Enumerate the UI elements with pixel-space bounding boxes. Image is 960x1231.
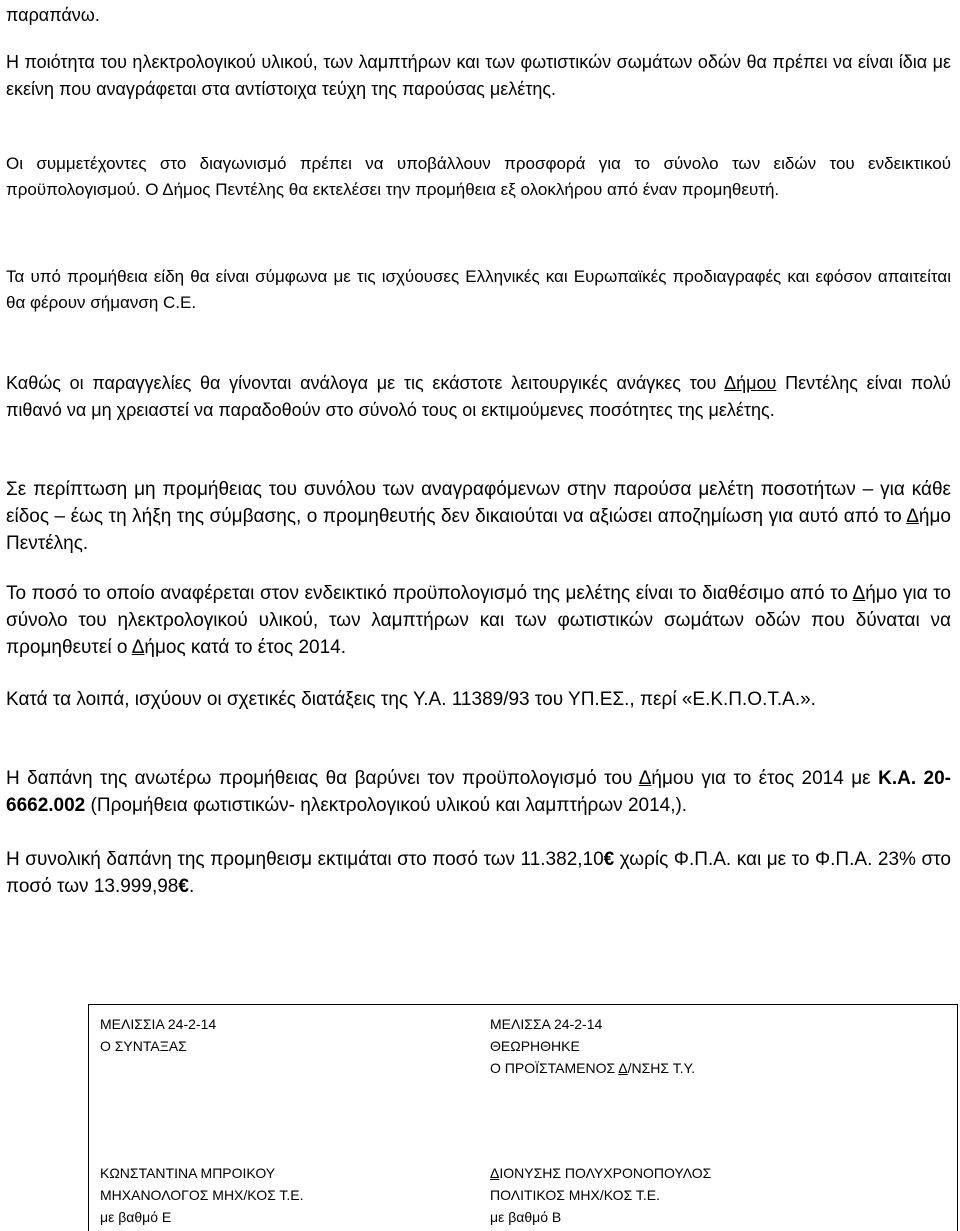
text-run: Η δαπάνη της ανωτέρω προμήθειας θα βαρύνει τον προϋπολογισμό του bbox=[6, 768, 639, 789]
text-run: χωρίς Φ.Π.Α. και με το Φ.Π.Α. 23% στο ποσό των 13.999,98 bbox=[6, 849, 951, 897]
left-date: ΜΕΛΙΣΣΙΑ 24-2-14 bbox=[100, 1016, 217, 1032]
text-run-underlined: Δ bbox=[852, 583, 866, 604]
euro-symbol: € bbox=[603, 849, 615, 870]
text-run: Ο ΠΡΟΪΣΤΑΜΕΝΟΣ bbox=[490, 1060, 619, 1076]
text-run-underlined: Δ bbox=[490, 1165, 500, 1181]
text-run: /ΝΣΗΣ Τ.Υ. bbox=[627, 1060, 696, 1076]
signature-right-header bbox=[490, 1013, 695, 1079]
right-grade: με βαθμό Β bbox=[490, 1209, 562, 1225]
text-run-underlined: Δ bbox=[906, 506, 919, 527]
left-title: ΜΗΧΑΝΟΛΟΓΟΣ ΜΗΧ/ΚΟΣ Τ.Ε. bbox=[100, 1187, 304, 1203]
text-run: ήμο για το σύνολο του ηλεκτρολογικού υλικού, των λαμπτήρων και των φωτιστικών σωμάτων οδών που δύναται να προμηθευτεί ο bbox=[6, 583, 951, 658]
text-run-underlined: Δ bbox=[131, 637, 145, 658]
text-run: Η συνολική δαπάνη της προμηθεισμ εκτιμάται στο ποσό των 11.382,10 bbox=[6, 849, 604, 870]
text-run: Πεντέλης είναι πολύ πιθανό να μη χρειαστεί να παραδοθούν στο σύνολό τους οι εκτιμούμενες ποσότητες της μελέτης. bbox=[6, 373, 951, 420]
text-run: . bbox=[188, 876, 195, 897]
text-run-underlined: Δ bbox=[638, 768, 652, 789]
paragraph-expense-code bbox=[6, 765, 951, 819]
signature-box bbox=[88, 1004, 958, 1231]
right-title: ΠΟΛΙΤΙΚΟΣ ΜΗΧ/ΚΟΣ Τ.Ε. bbox=[490, 1187, 660, 1203]
paragraph-regulations: Κατά τα λοιπά, ισχύουν οι σχετικές διατάξεις της Υ.Α. 11389/93 του ΥΠ.ΕΣ., περί «Ε.Κ.Π.Ο.Τ.Α.». bbox=[6, 689, 816, 710]
right-role-director bbox=[490, 1057, 695, 1079]
left-grade: με βαθμό Ε bbox=[100, 1209, 172, 1225]
text-run: Καθώς οι παραγγελίες θα γίνονται ανάλογα με τις εκάστοτε λειτουργικές ανάγκες του bbox=[6, 373, 725, 393]
left-role: Ο ΣΥΝΤΑΞΑΣ bbox=[100, 1038, 187, 1054]
right-date: ΜΕΛΙΣΣΑ 24-2-14 bbox=[490, 1016, 603, 1032]
signature-left-footer bbox=[100, 1162, 304, 1228]
right-role: ΘΕΩΡΗΘΗΚΕ bbox=[490, 1038, 580, 1054]
paragraph-fragment: παραπάνω. bbox=[6, 5, 100, 25]
text-run: ήμος κατά το έτος 2014. bbox=[144, 637, 347, 658]
paragraph-specifications: Τα υπό προμήθεια είδη θα είναι σύμφωνα με τις ισχύουσες Ελληνικές και Ευρωπαϊκές προδιαγραφές και εφόσον απαιτείται θα φέρουν σήμανση C.E. bbox=[6, 267, 951, 312]
text-run: ήμο Πεντέλης. bbox=[6, 506, 951, 554]
left-name: ΚΩΝΣΤΑΝΤΙΝΑ ΜΠΡΟΙΚΟΥ bbox=[100, 1165, 276, 1181]
paragraph-total-cost bbox=[6, 846, 951, 900]
signature-left-header bbox=[100, 1013, 216, 1057]
text-run-underlined: Δ bbox=[618, 1060, 628, 1076]
text-run: (Προμήθεια φωτιστικών- ηλεκτρολογικού υλικού και λαμπτήρων 2014,). bbox=[85, 795, 688, 816]
paragraph-budget-amount bbox=[6, 580, 951, 661]
paragraph-no-compensation bbox=[6, 476, 951, 557]
text-run: Σε περίπτωση μη προμήθειας του συνόλου των αναγραφόμενων στην παρούσα μελέτη ποσοτήτων – για κάθε είδος – έως τη λήξη της σύμβασης, ο προμηθευτής δεν δικαιούται να αξιώσει αποζημίωση για αυτό από το bbox=[6, 479, 951, 527]
text-run: ήμου για το έτος 2014 με bbox=[651, 768, 879, 789]
right-name bbox=[490, 1162, 711, 1184]
euro-symbol: € bbox=[178, 876, 189, 897]
signature-right-footer bbox=[490, 1162, 711, 1228]
text-run: Το ποσό το οποίο αναφέρεται στον ενδεικτικό προϋπολογισμό της μελέτης είναι το διαθέσιμο από το bbox=[6, 583, 853, 604]
text-run: ΙΟΝΥΣΗΣ ΠΟΛΥΧΡΟΝΟΠΟΥΛΟΣ bbox=[499, 1165, 712, 1181]
text-run-underlined: Δήμου bbox=[724, 373, 777, 393]
paragraph-material-quality: Η ποιότητα του ηλεκτρολογικού υλικού, των λαμπτήρων και των φωτιστικών σωμάτων οδών θα πρέπει να είναι ίδια με εκείνη που αναγράφεται στα αντίστοιχα τεύχη της παρούσας μελέτης. bbox=[6, 52, 951, 99]
budget-code: Κ.Α. 20-6662.002 bbox=[6, 768, 951, 816]
paragraph-orders bbox=[6, 370, 951, 424]
paragraph-participants: Οι συμμετέχοντες στο διαγωνισμό πρέπει να υποβάλλουν προσφορά για το σύνολο των ειδών του ενδεικτικού προϋπολογισμού. Ο Δήμος Πεντέλης θα εκτελέσει την προμήθεια εξ ολοκλήρου από έναν προμηθευτή. bbox=[6, 154, 951, 199]
